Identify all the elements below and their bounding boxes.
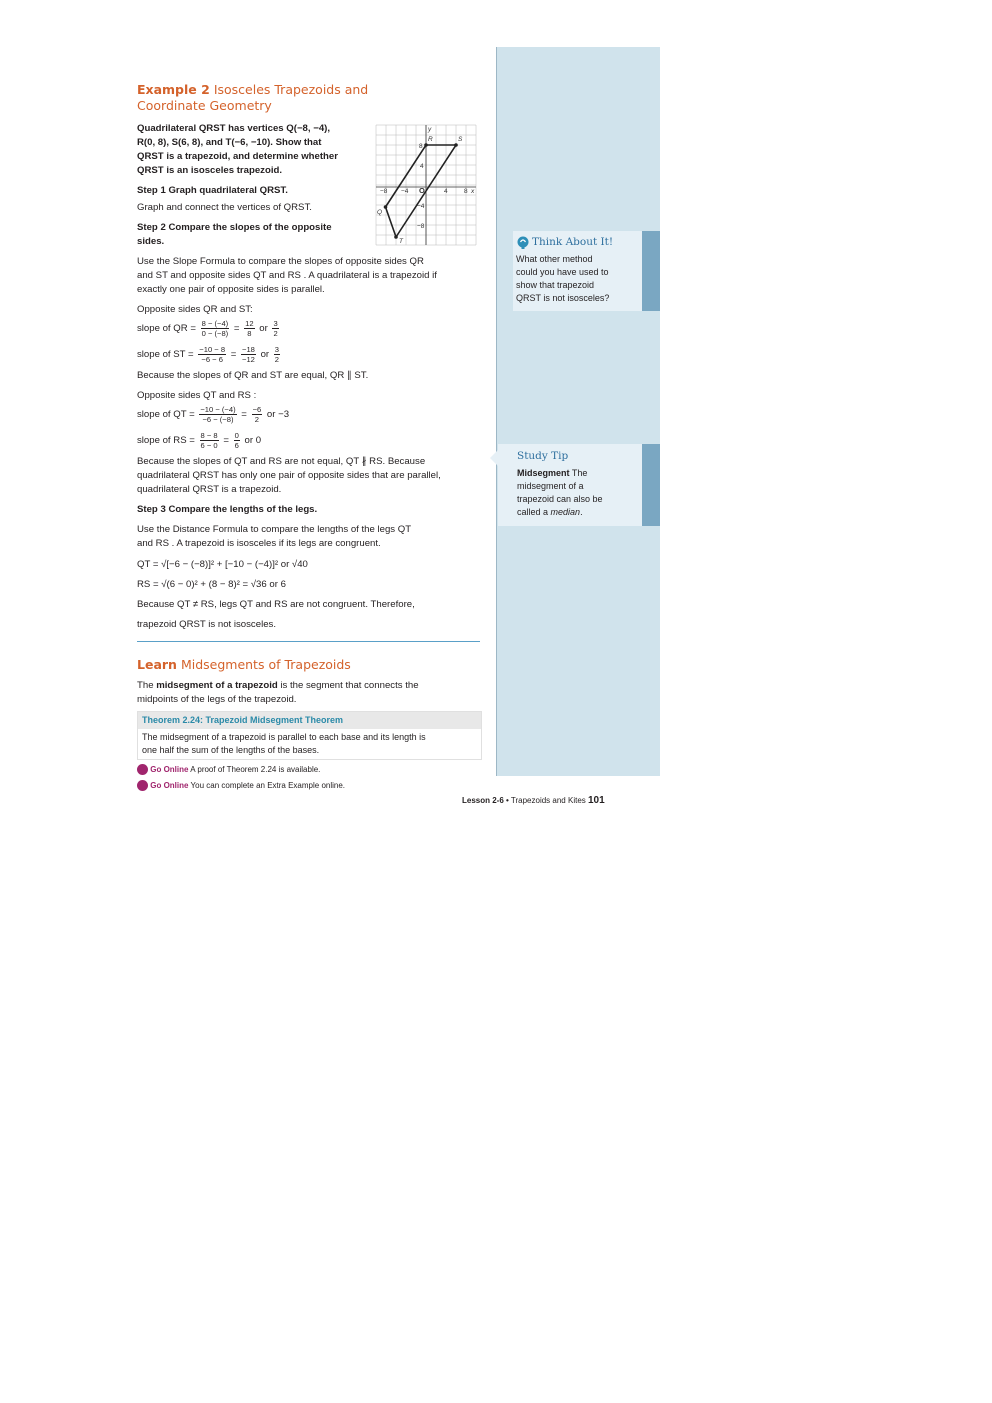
y-tick-label: −4 — [417, 203, 425, 210]
go-online-proof[interactable] — [137, 764, 320, 776]
section-divider — [137, 641, 480, 642]
vertex-r — [424, 143, 428, 147]
because-parallel: Because the slopes of QR and ST are equal, QR ∥ ST. — [137, 370, 369, 381]
problem-line: QRST is a trapezoid, and determine whether — [137, 151, 338, 162]
denominator: 6 — [234, 441, 239, 450]
fraction — [234, 431, 240, 450]
denominator: 6 − 0 — [200, 441, 218, 450]
study-text: The — [569, 468, 588, 478]
opposite-sides-1: Opposite sides QR and ST: — [137, 304, 253, 315]
go-online-text: A proof of Theorem 2.24 is available. — [190, 765, 321, 774]
step1-heading: Step 1 Graph quadrilateral QRST. — [137, 185, 288, 196]
step2-intro-line: exactly one pair of opposite sides is parallel. — [137, 284, 325, 295]
or-text: or — [259, 323, 268, 335]
vertex-t — [394, 235, 398, 239]
fraction — [198, 345, 226, 364]
x-tick-label: 4 — [444, 188, 448, 195]
step3-line: Use the Distance Formula to compare the lengths of the legs QT — [137, 524, 412, 535]
learn-title: Midsegments of Trapezoids — [180, 657, 351, 672]
page-number: 101 — [588, 795, 605, 806]
slope-st-label: slope of ST = — [137, 349, 194, 361]
study-term-median: median — [550, 507, 581, 517]
rs-distance-formula: RS = √(6 − 0)² + (8 − 8)² = √36 or 6 — [137, 579, 286, 590]
opposite-sides-2: Opposite sides QT and RS : — [137, 390, 257, 401]
slope-rs-equation — [137, 431, 261, 450]
study-text-end: . — [580, 507, 583, 517]
step2-heading-line: sides. — [137, 236, 165, 247]
sidebar-panel — [497, 47, 660, 776]
denominator: 2 — [273, 329, 278, 338]
equals: = — [223, 435, 229, 447]
equals: = — [241, 409, 247, 421]
denominator: 8 — [247, 329, 252, 338]
fraction — [200, 431, 219, 450]
definition-text: The — [137, 680, 157, 691]
numerator: −10 − (−4) — [200, 405, 236, 414]
example-heading — [137, 82, 368, 114]
because-not-parallel — [137, 455, 487, 497]
step2-heading — [137, 221, 332, 249]
fraction — [272, 319, 278, 338]
study-tip-body — [517, 467, 641, 519]
coordinate-graph — [375, 124, 477, 246]
step2-intro — [137, 255, 482, 297]
numerator: 0 — [234, 431, 239, 440]
study-text: trapezoid can also be — [517, 494, 603, 504]
because-line: quadrilateral QRST has only one pair of opposite sides that are parallel, — [137, 470, 441, 481]
because-line: Because the slopes of QT and RS are not equal, QT ∦ RS. Because — [137, 456, 426, 467]
vertex-label-q: Q — [377, 209, 383, 216]
definition-text: is the segment that connects the — [277, 680, 419, 691]
example-number: Example 2 — [137, 82, 210, 97]
fraction — [244, 319, 254, 338]
theorem-box — [137, 711, 482, 760]
slope-rs-label: slope of RS = — [137, 435, 195, 447]
numerator: 12 — [245, 319, 254, 328]
step2-intro-line: and ST and opposite sides QT and RS . A quadrilateral is a trapezoid if — [137, 270, 437, 281]
vertex-s — [454, 143, 458, 147]
study-text: midsegment of a — [517, 481, 584, 491]
fraction — [274, 345, 280, 364]
footer-topic: Trapezoids and Kites — [510, 796, 586, 805]
study-tip-title: Study Tip — [517, 450, 569, 462]
denominator: −6 − 6 — [201, 355, 223, 364]
slope-st-equation — [137, 345, 282, 364]
x-tick-label: −8 — [380, 188, 388, 195]
step3-heading: Step 3 Compare the lengths of the legs. — [137, 504, 318, 515]
fraction — [241, 345, 256, 364]
step3-text — [137, 523, 482, 551]
think-line: could you have used to — [516, 267, 609, 277]
page-footer — [462, 795, 605, 806]
vertex-q — [384, 205, 388, 209]
origin-label: O — [419, 186, 425, 195]
vertex-label-t: T — [399, 238, 403, 245]
denominator: −12 — [242, 355, 255, 364]
example-title: Isosceles Trapezoids and — [213, 82, 369, 97]
think-body — [516, 253, 609, 305]
or-text: or — [260, 349, 270, 361]
slope-qr-equation — [137, 319, 281, 338]
x-tick-label: 8 — [464, 188, 468, 195]
numerator: 8 − (−4) — [201, 319, 229, 328]
numerator: 3 — [274, 345, 280, 354]
definition-term: midsegment of a trapezoid — [156, 680, 278, 691]
go-online-label[interactable]: Go Online — [150, 781, 189, 790]
y-axis-label: y — [428, 126, 432, 133]
because-line: quadrilateral QRST is a trapezoid. — [137, 484, 282, 495]
vertex-label-r: R — [428, 136, 433, 143]
x-tick-label: −4 — [401, 188, 409, 195]
theorem-line: The midsegment of a trapezoid is parallel to each base and its length is — [142, 732, 426, 742]
definition-text: midpoints of the legs of the trapezoid. — [137, 694, 297, 705]
y-tick-label: 4 — [420, 163, 424, 170]
go-online-icon — [137, 764, 148, 775]
problem-statement — [137, 122, 372, 178]
go-online-text: You can complete an Extra Example online. — [190, 781, 346, 790]
problem-line: R(0, 8), S(6, 8), and T(−6, −10). Show that — [137, 137, 322, 148]
think-line: QRST is not isosceles? — [516, 293, 610, 303]
step1-text: Graph and connect the vertices of QRST. — [137, 202, 312, 213]
equals: = — [230, 349, 237, 361]
conclusion-line2: trapezoid QRST is not isosceles. — [137, 619, 276, 630]
equals: = — [233, 323, 240, 335]
example-title-line2: Coordinate Geometry — [137, 98, 272, 113]
numerator: −18 — [242, 345, 255, 354]
numerator: 3 — [273, 319, 278, 328]
numerator: 8 − 8 — [200, 431, 218, 440]
study-text: called a — [517, 507, 551, 517]
y-tick-label: 8 — [419, 143, 423, 150]
sidebar-divider — [496, 47, 497, 776]
learn-heading — [137, 657, 351, 672]
denominator: 2 — [274, 355, 280, 364]
conclusion-line1: Because QT ≠ RS, legs QT and RS are not congruent. Therefore, — [137, 599, 415, 610]
go-online-icon — [137, 780, 148, 791]
qt-distance-formula: QT = √[−6 − (−8)]² + [−10 − (−4)]² or √40 — [137, 559, 308, 570]
theorem-line: one half the sum of the lengths of the bases. — [142, 745, 320, 755]
fraction — [199, 405, 236, 424]
think-title: Think About It! — [532, 236, 614, 248]
vertex-label-s: S — [458, 136, 463, 143]
think-line: What other method — [516, 254, 593, 264]
problem-line: QRST is an isosceles trapezoid. — [137, 165, 283, 176]
think-icon — [516, 236, 530, 250]
step3-line: and RS . A trapezoid is isosceles if its legs are congruent. — [137, 538, 381, 549]
think-line: show that trapezoid — [516, 280, 595, 290]
step2-intro-line: Use the Slope Formula to compare the slopes of opposite sides QR — [137, 256, 424, 267]
y-tick-label: −8 — [417, 223, 425, 230]
x-axis-label: x — [471, 188, 475, 195]
go-online-extra-example[interactable] — [137, 780, 345, 792]
slope-qt-equation — [137, 405, 289, 424]
problem-line: Quadrilateral QRST has vertices Q(−8, −4), — [137, 123, 331, 134]
slope-qr-label: slope of QR = — [137, 323, 196, 335]
fraction — [201, 319, 230, 338]
theorem-body — [138, 729, 481, 759]
study-term: Midsegment — [517, 468, 570, 478]
learn-label: Learn — [137, 657, 177, 672]
denominator: −6 − (−8) — [202, 415, 234, 424]
learn-definition — [137, 679, 482, 707]
go-online-label[interactable]: Go Online — [150, 765, 189, 774]
numerator: −6 — [252, 405, 262, 414]
denominator: 2 — [254, 415, 260, 424]
study-tip-pointer — [490, 450, 498, 466]
step2-heading-line: Step 2 Compare the slopes of the opposite — [137, 222, 332, 233]
slope-qt-label: slope of QT = — [137, 409, 195, 421]
denominator: 0 − (−8) — [201, 329, 229, 338]
think-box-tab — [642, 231, 660, 311]
slope-result: or 0 — [244, 435, 262, 447]
numerator: −10 − 8 — [199, 345, 226, 354]
footer-lesson: Lesson 2-6 • — [462, 796, 509, 805]
theorem-title: Theorem 2.24: Trapezoid Midsegment Theorem — [138, 712, 481, 729]
fraction — [252, 405, 263, 424]
slope-result: or −3 — [266, 409, 290, 421]
study-tip-tab — [642, 444, 660, 526]
